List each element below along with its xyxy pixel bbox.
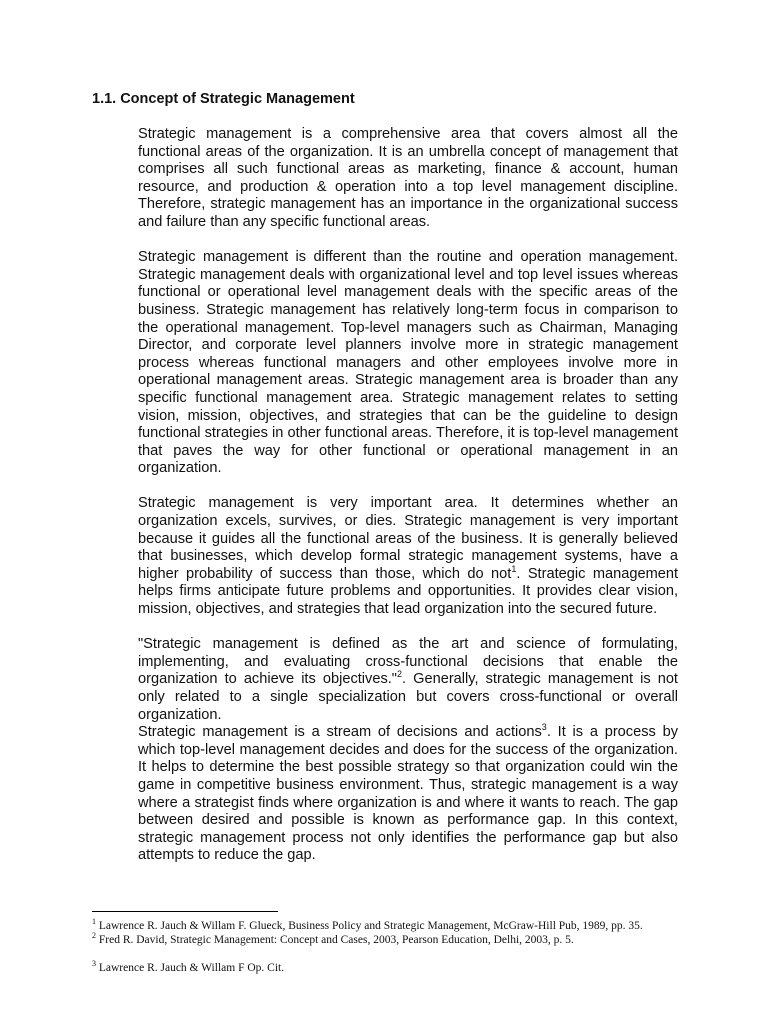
footnote-1	[92, 919, 682, 933]
paragraph-5-text-a: Strategic management is a stream of decisions and actions	[138, 724, 542, 741]
footnote-3	[92, 961, 682, 975]
paragraph-3-text-a: Strategic management is very important area. It determines whether an organization excels, survives, or dies. Strategic management is very important because it guides all the functional areas of the business. It is generally believed that businesses, which develop formal strategic management systems, have a higher probability of success than those, which do not	[138, 495, 678, 582]
footnote-text-1: Lawrence R. Jauch & Willam F. Glueck, Business Policy and Strategic Management, McGraw-Hill Pub, 1989, pp. 35.	[96, 920, 643, 932]
footnote-text-3: Lawrence R. Jauch & Willam F Op. Cit.	[96, 962, 285, 974]
paragraph-5-text-b: . It is a process by which top-level management decides and does for the success of the organization. It helps to determine the best possible strategy so that organization could win the game in competitive business environment. Thus, strategic management is a way where a strategist finds where organization is and where it wants to reach. The gap between desired and possible is known as performance gap. In this context, strategic management process not only identifies the performance gap but also attempts to reduce the gap.	[138, 724, 678, 864]
paragraph-4-text-a: "Strategic management is defined as the art and science of formulating, implementing, and evaluating cross-functional decisions that enable the organization to achieve its objectives."	[138, 636, 678, 688]
section-heading: 1.1. Concept of Strategic Management	[92, 91, 355, 107]
footnote-number-3: 3	[92, 959, 96, 969]
body-text	[138, 126, 678, 865]
paragraph-1: Strategic management is a comprehensive area that covers almost all the functional areas of the organization. It is an umbrella concept of management that comprises all such functional areas as marketing, finance & account, human resource, and production & operation into a top level management discipline. Therefore, strategic management has an importance in the organizational success and failure than any specific functional areas.	[138, 126, 678, 230]
footnote-ref-3: 3	[541, 722, 547, 733]
footnote-divider	[92, 911, 278, 912]
footnote-number-2: 2	[92, 931, 96, 941]
footnote-ref-2: 2	[396, 669, 402, 680]
footnote-number-1: 1	[92, 917, 96, 927]
paragraph-3-text-b: . Strategic management helps firms anticipate future problems and opportunities. It provides clear vision, mission, objectives, and strategies that lead organization into the secured future.	[138, 565, 679, 618]
footnote-ref-1: 1	[511, 563, 517, 574]
paragraph-4-text-b: . Generally, strategic management is not only related to a single specialization but covers cross-functional or overall organization.	[138, 671, 678, 723]
paragraph-2: Strategic management is different than the routine and operation management. Strategic management deals with organizational level and top level issues whereas functional or operational level management deals with the specific areas of the business. Strategic management has relatively long-term focus in comparison to the operational management. Top-level managers such as Chairman, Managing Director, and corporate level planners involve more in strategic management process whereas functional managers and other employees involve more in operational management areas. Strategic management area is broader than any specific functional management area. Strategic management relates to setting vision, mission, objectives, and strategies that can be the guideline to design functional strategies in other functional areas. Therefore, it is top-level management that paves the way for other functional or operational management in an organization.	[138, 249, 678, 477]
footnote-2	[92, 933, 682, 947]
paragraph-3	[138, 495, 678, 618]
paragraph-5	[138, 724, 678, 865]
footnote-text-2: Fred R. David, Strategic Management: Concept and Cases, 2003, Pearson Education, Delhi, 2003, p. 5.	[96, 934, 574, 946]
footnotes	[92, 919, 682, 975]
paragraph-4	[138, 636, 678, 724]
